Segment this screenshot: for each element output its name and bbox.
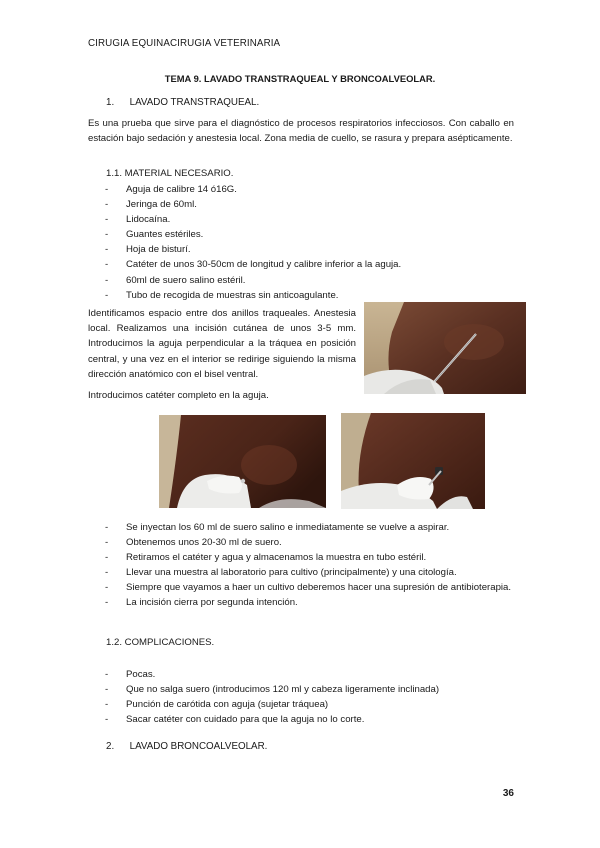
list-item: - Guantes estériles. (104, 227, 524, 242)
catheter-line: Introducimos catéter completo en la aguja. (88, 390, 269, 401)
page-number: 36 (502, 788, 514, 799)
list-item: - Jeringa de 60ml. (104, 197, 524, 212)
list-item: - Tubo de recogida de muestras sin anticoagulante. (104, 288, 524, 303)
procedure-paragraph: Identificamos espacio entre dos anillos traqueales. Anestesia local. Realizamos una incisión cutánea de unos 3-5 mm. Introducimos la aguja perpendicular a la tráquea en posición central, y una vez en el interior se redirige siguiendo la misma dirección anatómico con el bisel ventral. (88, 308, 356, 380)
list-item: - Obtenemos unos 20-30 ml de suero. (104, 535, 514, 550)
list-item: - Punción de carótida con aguja (sujetar tráquea) (104, 697, 514, 712)
list-item: - Aguja de calibre 14 ó16G. (104, 182, 524, 197)
list-item: - Se inyectan los 60 ml de suero salino e inmediatamente se vuelve a aspirar. (104, 520, 514, 535)
section-1-number: 1. (106, 97, 115, 108)
section-1-heading (106, 97, 259, 108)
list-item: - Sacar catéter con cuidado para que la aguja no lo corte. (104, 712, 514, 727)
list-item: - Pocas. (104, 667, 514, 682)
running-header: CIRUGIA EQUINACIRUGIA VETERINARIA (88, 38, 281, 49)
complications-list (104, 667, 514, 727)
list-item: - Lidocaína. (104, 212, 524, 227)
list-item: - Siempre que vayamos a haer un cultivo deberemos hacer una supresión de antibioterapia. (104, 580, 514, 595)
materials-list (104, 182, 524, 303)
procedure-steps-list (104, 520, 514, 611)
list-item: - Que no salga suero (introducimos 120 ml y cabeza ligeramente inclinada) (104, 682, 514, 697)
list-item: - 60ml de suero salino estéril. (104, 273, 524, 288)
list-item: - La incisión cierra por segunda intención. (104, 595, 514, 610)
complications-heading: 1.2. COMPLICACIONES. (106, 637, 215, 648)
section-1-title: LAVADO TRANSTRAQUEAL. (129, 97, 260, 108)
section-2-number: 2. (106, 741, 115, 752)
list-item: - Retiramos el catéter y agua y almacenamos la muestra en tubo estéril. (104, 550, 514, 565)
chapter-title: TEMA 9. LAVADO TRANSTRAQUEAL Y BRONCOALVEOLAR. (164, 73, 436, 84)
list-item: - Catéter de unos 30-50cm de longitud y calibre inferior a la aguja. (104, 257, 524, 272)
list-item: - Hoja de bisturí. (104, 242, 524, 257)
needle-insertion-photo (364, 302, 526, 394)
section-2-heading (106, 741, 267, 752)
catheter-photo-right (341, 413, 485, 509)
intro-paragraph: Es una prueba que sirve para el diagnóstico de procesos respiratorios infecciosos. Con caballo en estación bajo sedación y anestesia local. Zona media de cuello, se rasura y prepara asépticamente. (88, 118, 514, 145)
section-2-title: LAVADO BRONCOALVEOLAR. (129, 741, 268, 752)
catheter-photo-left (159, 415, 326, 508)
list-item: - Llevar una muestra al laboratorio para cultivo (principalmente) y una citología. (104, 565, 514, 580)
materials-heading: 1.1. MATERIAL NECESARIO. (106, 168, 234, 179)
